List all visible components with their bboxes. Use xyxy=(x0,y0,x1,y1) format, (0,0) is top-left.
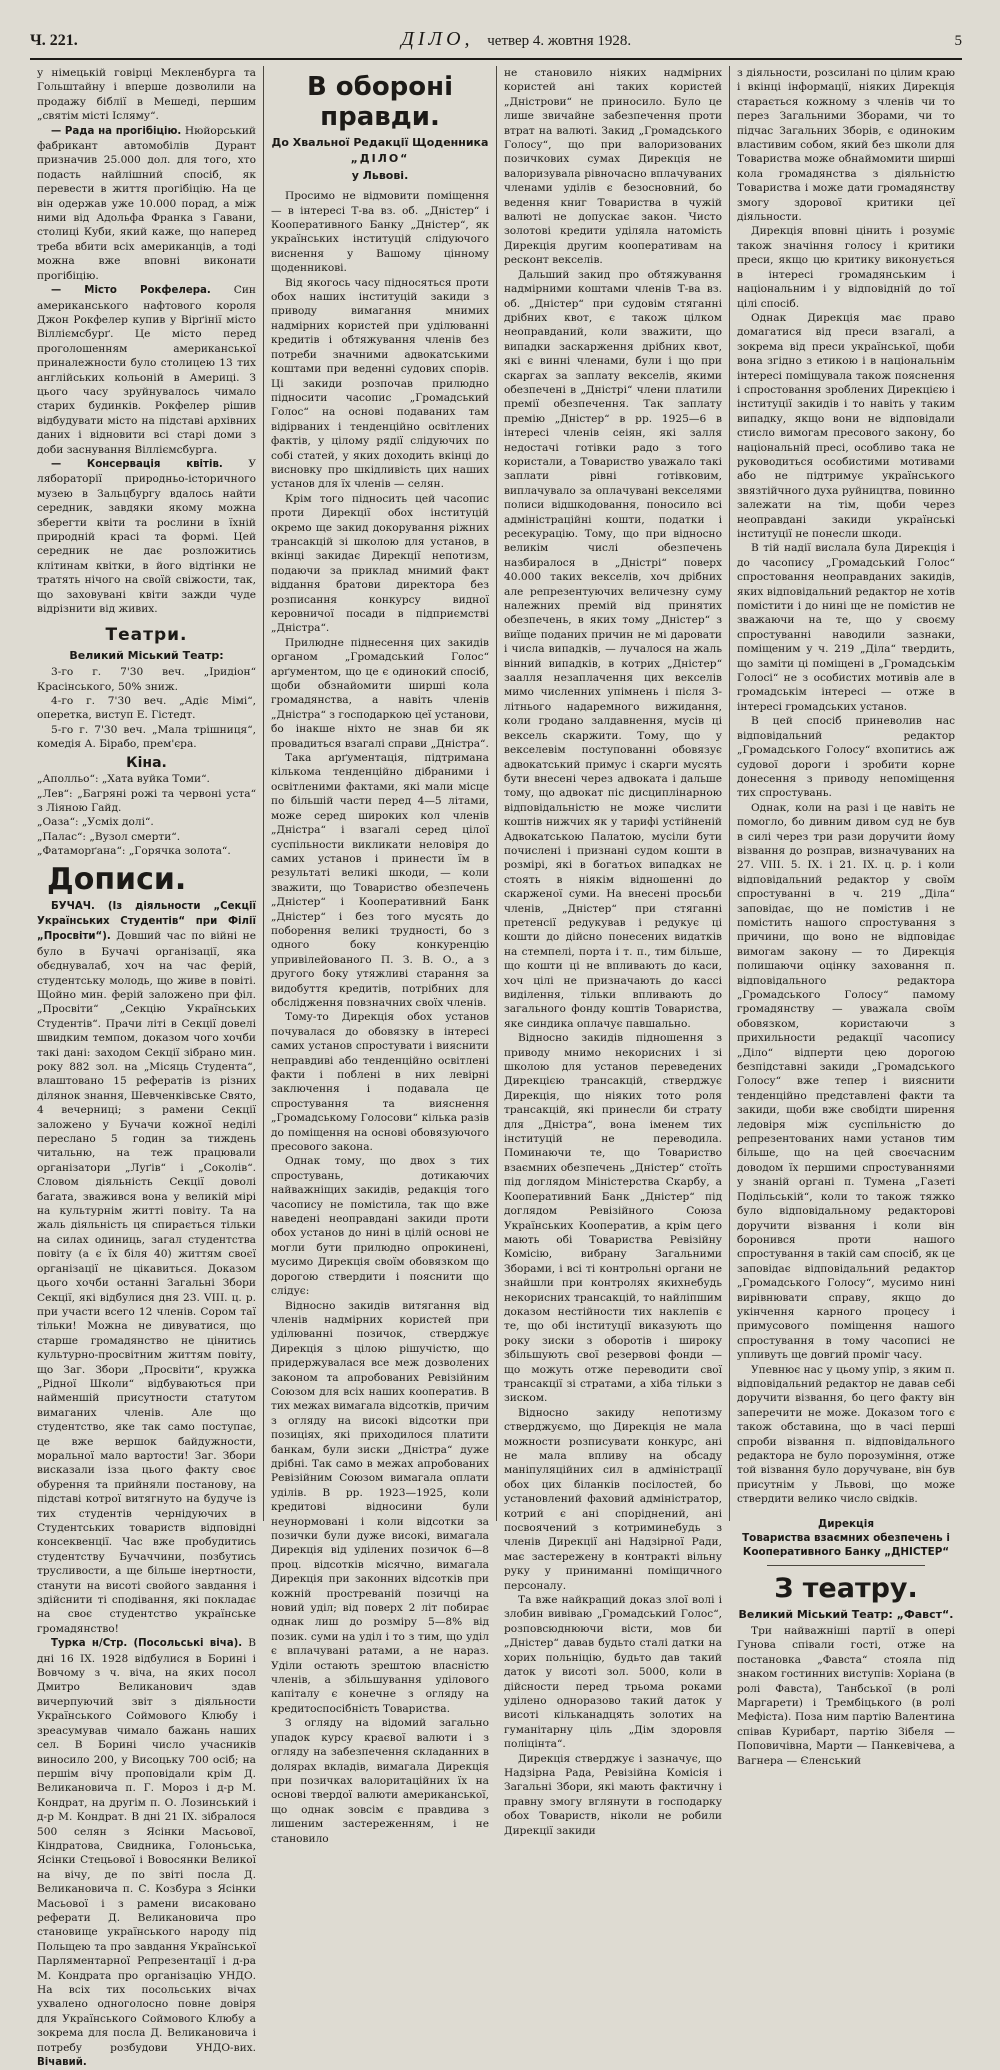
article-paragraph: Однак Дирекція має право домагатися від преси взагалі, а зокрема від преси української, щоби вона згідно з етикою і в національнім інтересі поміщувала також пояснення і спростовання зроблених Дирекцією і інституції закидів і то навіть у таким випадку, якщо вони не відповідали стисло вимогам пресового закону, бо національній пресі, особливо така не руководиться особистими мотивами або не підтримує українського звязтійчного духа руйництва, повинно залежати на тім, щоби через неоправдані закиди українські інституції не понесли шкоди. xyxy=(737,311,955,540)
masthead xyxy=(30,28,962,60)
cinema-heading: Кіна. xyxy=(126,754,167,771)
article-paragraph: Тому-то Дирекція обох установ почувалася до обовязку в інтересі самих установ спростувати і вияснити неправдиві або тенденційно освітлені факти і поблені в них левірні заключення і подавала це спростування та вияснення „Громадському Голосови“ кілька разів до поміщення на основі обовязуючого пресового закона. xyxy=(271,1011,489,1154)
article-paragraph: не становило ніяких надмірних користей ані таких користей „Дністрови“ не приносило. Було це лише звичайне забезпечення проти втрат на валюті. Закид „Громадського Голосу“, що при валоризованих позичкових сумах Дирекція не валоризувала рівночасно вплачуваних членами уділів є безосновний, бо ведення книг Товариства в чужій валюті не допускає закон. Чисто золотові кредити уділяла натомість Дирекція другим кооперативам на ресконт векселів. xyxy=(504,67,722,267)
issue-number: Ч. 221. xyxy=(30,32,78,49)
letter-heading: Турка н/Стр. (Посольські віча). xyxy=(51,1638,243,1650)
article-paragraph: з діяльности, розсилані по цілим краю і вкінці інформації, ніяких Дирекція старається кожному з членів чи то перез Загальними Зборами, чи то підчас Загальних Зборів, є одиноким властивим собом, який без школи для Товариства може обнаймомити ширші кола громадянства з діяльністю Товариства і може дати громадянству змогу здорової критики цеї діяльности. xyxy=(737,67,955,224)
newspaper-title: ДІЛО, xyxy=(401,28,474,50)
article-paragraph: В тій надії вислала була Дирекція і до часопису „Громадський Голос“ спростовання неоправданих закидів, яких відповідальний редактор не хотів помістити і до нині ще не помістив не зважаючи на те, що у своєму спростуванні наводили зазнаки, поміщеним у ч. 219 „Діла“ твердить, що заміти ці поміщені в „Громадськім Голосі“ не з особистих мотивів але в громадськім інтересі — отже в інтересі громадських установ. xyxy=(737,542,955,713)
show-listing: 3-го г. 7'30 веч. „Іридіон“ Красінського, 50% зниж. xyxy=(37,666,256,693)
article-paragraph: Така арґументація, підтримана кількома тенденційно дібраними і освітленими фактами, які мали місце по більшій части перед 4—5 літами, може серед широких кол членів „Дністра“ і взагалі серед цілої суспільности викликати неловіря до самих установ і принести їм в результаті великі шкоди, — коли зважити, що Товариство обезпечень „Дністер“ і Кооперативний Банк „Дністер“ і без того мусять до поборення великі трудності, бо з одного боку конкуренцію упривілейованого П. З. В. О., а з другого боку утяжливі старання за видобуття кредитів, потрібних для обслідження повзначних своїх членів. xyxy=(271,752,489,1009)
article-paragraph: В цей спосіб приневолив нас відповідальний редактор „Громадського Голосу“ вхопитись аж судової дороги і зробити корне донесення з приводу непоміщення тих спростувань. xyxy=(737,715,955,800)
signature-line-2: Товариства взаємних обезпечень і Кооперативного Банку „ДНІСТЕР“ xyxy=(742,1531,950,1558)
letter-signature: Вічавий. xyxy=(37,2057,87,2069)
article-paragraph: Та вже найкращий доказ злої волі і злобин вивіваю „Громадський Голос“, розповсюднюючи вісти, мов би „Дністер“ давав будьто сталі датки на хорих польніцію, будьто дав такий даток у висоті зол. 5000, коли в дійсности перед трьома роками уділено одноразово такий даток у висоті кільканадцять золотих на гуманітарну ціль „Дім здоровля поліцінта“. xyxy=(504,1594,722,1751)
news-item-prohibition xyxy=(37,124,256,283)
article-paragraph: Від якогось часу підносяться проти обох наших інституцій закиди з приводу вимагання мнимих надмірних користей при уділюванні кредитів і обтяжування членів без потреби значними адвокатськими коштами при веденні судових спорів. Ці закиди розпочав прилюдно підносити часопис „Громадський Голос“ на основі подаваних там відірваних і тенденційно освітлених фактів, у цілому рядії слідуючих по собі статей, у яких доходить вкінці до висновку про шкідливість цих наших установ для їх членів — селян. xyxy=(271,276,489,491)
cinema-listing: „Палас“: „Вузол смерти“. xyxy=(37,830,181,843)
article-address: До Хвальної Редакції Щоденника xyxy=(271,136,489,149)
article-paragraph: Відносно закидів витягання від членів надмірних користей при уділюванні позичок, стверджує Дирекція з цілою рішучістю, що придержувалася все меж дозволених законом та апробованих Ревізійним Союзом для всіх наших кооператив. В тих межах вимагала відсотків, причим з огляду на високі відсотки при позиціях, які приходилося платити банкам, були зиски „Дністра“ дуже дрібні. Так само в межах апробованих Ревізійним Союзом вимагала оплати уділів. В рр. 1923—1925, коли кредитові відносини були неунормовані і коли відсотки за позички були дуже високі, вимагала Дирекція від уділених позичок 6—8 проц. відсотків місячно, вимагала Дирекція при законних відсотків при кожній простреваній позичці на новий уділ; від поверх 2 літ побирає однак лиш до розміру 5—8% від позик. суми на уділ і то з тим, що уділ є вплачувані ратами, а не нараз. Уділи остають зрештою власністю членів, а збільшування уділового капіталу є конечне з огляду на кредитоспосібність Товариства. xyxy=(271,1299,489,1715)
columns xyxy=(30,66,962,2069)
cinema-listing: „Лев“: „Багряні рожі та червоні уста“ з Ліяною Гайд. xyxy=(37,787,256,814)
column-3 xyxy=(496,66,729,1837)
news-item-heading: — Консервація квітів. xyxy=(51,458,223,470)
cinema-listing: „Оаза“: „Усміх долі“. xyxy=(37,816,154,829)
column-1 xyxy=(30,66,263,2069)
article-paragraph: Прилюдне піднесення цих закидів органом „Громадський Голос“ арґументом, що це є одинокий спосіб, щоби обзнайомити ширші кола громадянства, а навіть членів „Дністра“ з господаркою цеї установи, бо інакше ніхто не знав би як провадиться взагалі справи „Дністра“. xyxy=(271,636,489,750)
cinema-listing: „Фатаморґана“: „Горячка золота“. xyxy=(37,845,231,858)
article-paragraph: Однак, коли на разі і це навіть не помогло, бо дивним дивом суд не був в силі через три рази доручити йому візвання до розправ, визначуваних на 27. VIII. 5. IX. і 21. IX. ц. р. і коли відповідальний редактор у своїм спростуванні в ч. 219 „Діла“ заповідає, що не помістив і не помістить нашого спростування з причини, що воно не відповідає вимогам закону — то Дирекція полишаючи оцінку заховання п. відповідального редактора „Громадського Голосу“ памому громадянству — уважала своїм обовязком, користаючи з прихильности редакції часопису „Діло“ відперти цею дорогою безпідставні закиди „Громадського Голосу“ вже тепер і вияснити тенденційно представлені факти та закиди, щоби вже свобідти ширення ледовіря між суспільністю до репрезентованих нами установ тим більше, що на цей своєчасним доводом їх першими спростуваннями у знаній органі п. Тумена „Газеті Подільській“, коли то також тяжко було відповідальному редакторові доручити візвання і коли він боронився проти нашого спростування в такій сам спосіб, як це заповідає відповідальний редактор „Громадського Голосу“, мусимо нині вирівнювати справу, якщо до укінчення карного процесу і примусового поміщення нашого спростування в тому часописі не упливуть ще довгий проміг часу. xyxy=(737,801,955,1362)
article-paragraph: Просимо не відмовити поміщення — в інтересі Т-ва вз. об. „Дністер“ і Кооперативного Банку „Дністер“, як українських інституцій слідуючого виснення у Вашому цінному щоденникові. xyxy=(271,190,489,275)
article-paragraph: Упевнює нас у цьому упір, з яким п. відповідальний редактор не давав себі доручити візвання, бо цего факту він заперечити не може. Доказом того є також обставина, що в часі перші спроби візвання п. відповідального редактора не було порозуміння, отже той візвання було доручуване, він був присутнім у Львові, що може ствердити велико число свідків. xyxy=(737,1363,955,1506)
letter-text: Довший час по війні не було в Бучачі організації, яка обєднувалаб, хоч на час ферій, студентську молодь, що живе в повіті. Щойно мин. ферій заложено при філ. „Просвіти“ „Секцію Українських Студентів“. Прачи літі в Секції довелі швидким темпом, доказом чого хочби такі дані: заходом Секції зібрано мин. року 882 зол. на „Місяць Студента“, влаштовано 15 рефератів із різних ділянок знання, Шевченківське Свято, 4 вечерниці; з рамени Секції заложено у Бучачи кожної неділі переслано 5 годин за тиждень читальню, на теж працювали організатори „Луґів“ і „Соколів“. Словом діяльність Секції доволі багата, зважився вона у великій мірі на культурнім житті повіту. Та на жаль діяльність ця спирається тільки на силах одиниць, загал студентства повіту (а є їх біля 40) життям своєї організації не цікавиться. Доказом цього хочби останні Загальні Збори Секції, які відбулися дня 23. VIII. ц. р. при участи всего 12 членів. Сором таї тільки! Можна не дивуватися, що старше громадянство не цінитись культурно-просвітним життям повіту, що Заг. Збори „Просвіти“, кружка „Рідної Школи“ відбуваються при найменшій присутности статутом вимаганих членів. Але що студентство, яке так само поступає, це вже вершок байдужности, моральної мало вартости! Заг. Збори висказали ізза цього факту своє обурення та прийняли постанову, на підставі котрої витягнуто на будуче із тих студентів чернідуючих в Студентських товариств відповідні консеквенції. Час вже пробудитись студентству Бучаччини, позбутись трусливости, а ще більше інертности, станути на висоті свойого завдання і здійснити ті сподівання, які покладає на своє студентство українське громадянство! xyxy=(37,930,256,1635)
theatre-review-title: З театру. xyxy=(774,1572,918,1604)
theatre-review-text: Три найважніші партії в опері Гунова співали гості, отже на постановка „Фавста“ стояла під знаком гостинних виступів: Хоріана (в ролі Фавста), Танбської (в ролі Маргарети) і Трембіцького (в ролі Мефіста). Поза ним партію Валентина співав Курибарт, партію Зібеля — Поповичівна, Марти — Панкевічева, а Вагнера — Єленський xyxy=(737,1625,955,1767)
page-number: 5 xyxy=(954,33,962,49)
intro-paragraph: у німецькій говірці Мекленбурга та Гольштайну і вперше дозволили на продажу біблії в Мешеді, першим „святім місті Ісляму“. xyxy=(37,67,256,123)
article-paragraph: Дирекція вповні цінить і розуміє також значіння голосу і критики преси, якщо цю критику виконується в інтересі громадянським і національним і у відповідній до тої цілі спосіб. xyxy=(737,225,955,310)
cinema-listing: „Аполльо“: „Хата вуйка Томи“. xyxy=(37,773,210,786)
news-item-text: Син американського нафтового короля Джон Рокфелер купив у Вірґінії місто Вілліємсбурґ. Це місто перед проголошенням американської приналежности було столицею 13 тих англійських кольоній в Америці. З цього часу зруйнувалось чимало старих будинків. Рокфелер рішив відбудувати місто на підставі архівних даних і відновити всі старі доми з доби заснування Вілліємсбурга. xyxy=(37,284,256,456)
column-2 xyxy=(263,66,496,1845)
show-listing: 4-го г. 7'30 веч. „Адіє Мімі“, оперетка, виступ Е. Гістедт. xyxy=(37,695,256,722)
article-paragraph: Однак тому, що двох з тих спростувань, дотикаючих найважніщих закидів, редакція того часопису не помістила, так що вже наведені неоправдані закиди проти обох установ до нині в цілій основі не могли бути прилюдно опрокинені, мусимо Дирекція своїм обовязком що дорогою ствердити і пояснити що слідує: xyxy=(271,1155,489,1298)
article-paragraph: Дальший закид про обтяжування надмірними коштами членів Т-ва вз. об. „Дністер“ при судовім стяганні дрібних квот, є також цілком неоправданий, коли зважити, що випадки заскарження дрібних квот, які є винні членами, були і що при скаргах за заплату векселів, якими обезпечені в „Дністрі“ члени платили премії обезпечення. Так заплату премію „Дністер“ в рр. 1925—6 в інтересі членів сеіян, які залля недостачі готівки радо з того користали, а Товариство уважало такі заплати рівні готівковим, виплачувало за оплачувані векселями полиси відшкодовання, поносило всі адміністраційні кошти, податки і ресекурацію. Тому, що при відносно великім числі обезпечень назбиралося в „Дністрі“ поверх 40.000 таких векселів, хоч дрібних але репрезентуючих величезну суму належних премій від принятих обезпечень, в яких тому „Дністер“ з виїще поданих причин не мі даровати і числа випадків, — лучалося на жаль вінний випадків, в котрих „Дністер“ заалля незаплачення цих векселів мимо численних упімнень і після 3-літнього надаремного вижидання, коли гродано залдавнення, мусів ці вексель скаржити. Тому, що у векселевім поступованні обовязує адвокатський примус і скарги мусять бути внесені через адвоката і дальше тому, що адвокат піс дисциплінарною відповідальністю не може числити коштів нижчих як у тарифі устійненій Адвокатською Палатою, мусіли бути почислені і признані судом кошти в розмірі, які в богатьох випадках не стоять в ніякім відношенні до скарженої суми. На внесені просьби членів, „Дністер“ при стяганні претенсії редукував і редукує ці кошти до дійсно понесених видатків на стемпелі, порта і т. п., тим більше, що кошти ці не впливають до каси, хоч цілі не призначають до кассі виділення, тільки впливають до загального фонду коштів Товариства, яке синдика оплачує павшально. xyxy=(504,268,722,1030)
article-signature xyxy=(737,1517,955,1559)
signature-line-1: Дирекція xyxy=(817,1517,874,1530)
letter-text: В дні 16 IX. 1928 відбулися в Борині і Вовчому з ч. віча, на яких посол Дмитро Великанович здав вичерпуючий звіт з діяльности Українського Соймового Клюбу і зреасумував чимало бажань наших сел. В Борині число учасників виносило 200, у Висоцьку 700 осіб; на першім вічу проповідали крім Д. Великановича п. Г. Мороз і д-р М. Кондрат, на другім п. О. Лозинський і д-р М. Кондрат. В дні 21 IX. зібралося 500 селян з Ясінки Масьової, Кіндратова, Свидника, Голоньська, Ясінки Стецьової і Вовосянки Великої на вічу, де по звіті посла Д. Великановича п. С. Козбура з Ясінки Масьової і з рамени висаковано реферати Д. Великановича про становище українського народу під Польщею та про завдання Української Парляментарної Репрезентації і д-ра М. Кондрата про організацію УНДО. На всіх тих посольських вічах ухвалено одноголосно повне довіря для Українського Соймового Клюбу а зокрема для посла Д. Великановича і потребу розбудови УНДО-вих. xyxy=(37,1637,256,2054)
article-paragraph: Відносно закиду непотизму стверджуємо, що Дирекція не мала можности розписувати конкурс, ані не мала впливу на обсаду маніпуляційних сил в адміністрації обох цих біланків посілостей, бо установлений фаховий адміністратор, котрий є ані споріднений, ані посвоячений з котриминебудь з членів Дирекції ані Надзірної Ради, має застережену в контракті вільну руку у приниманні поміщичного персоналу. xyxy=(504,1406,722,1592)
issue-date: четвер 4. жовтня 1928. xyxy=(487,33,632,49)
news-item-flowers xyxy=(37,457,256,616)
letters-heading: Дописи. xyxy=(47,861,187,897)
theatres-heading: Театри. xyxy=(105,625,188,646)
article-paragraph: Відносно закидів підношення з приводу мнимо некорисних і зі школою для установ переведених Дирекцією трансакцій, стверджує Дирекція, що ніяких тото роля трансакцій, які принесли би страту для „Дністра“, вона іменем тих інституцій не переводила. Поминаючи те, що Товариство взаємних обезпечень „Дністер“ стоїть під доглядом Міністерства Скарбу, а Кооперативний Банк „Дністер“ під доглядом Ревізійного Союза Українських Кооператив, а крім цего мають обі Товариства Ревізійну Комісію, вибрану Загальними Зборами, і всі ті контрольні органи не знайшли при контролях якихнебудь некорисних трансакцій, то найліпшим доказом нестійности тих наклепів є те, що обі інституції виказують що року зиски з оборотів і широку збільшують свої резервові фонди — що можуть отже переводити свої трансакції зі стратами, а хіба тільки з зиском. xyxy=(504,1032,722,1405)
masthead-center xyxy=(401,28,631,51)
article-title: В обороні правди. xyxy=(306,72,454,132)
article-paragraph: Крім того підносить цей часопис проти Дирекції обох інституцій окремо ще закид докорування ріжних трансакцій зі школою для установ, в вкінці закидає Дирекції непотизм, подаючи за приклад мнимий факт віддання братови директора без розписання конкурсу видної керовничої посади в підприємстві „Дністра“. xyxy=(271,492,489,635)
news-item-text: Нюйорський фабрикант автомобілів Дурант призначив 25.000 дол. для того, хто подасть найлішний спосіб, як перевести в життя прогібіцію. На це він одержав уже 10.000 порад, а між ними від Адольфа Франка з Гавани, столиці Куби, який каже, що наперед треба вбити всіх американців, а тоді можна вже вповні виконати прогібіцію. xyxy=(37,124,256,282)
news-item-text: У лябораторії природньо-історичного музею в Зальцбургу вдалось найти середник, завдяки якому можна зберегти квіти та рослини в їхній природній красі та формі. Цей середник не дає розложитись клітинам квітки, в його відтінки не тратять нічого на своїй свіжости, так, що заховувані квіти зажди чуде відрізнити від живих. xyxy=(37,457,256,616)
article-paragraph: З огляду на відомий загально упадок курсу краєвої валюти і з огляду на забезпечення складанних в долярах вкладів, вимагала Дирекція при позичках валоритаційних їх на основі твердої валюти американської, що однак зовсім є правдива з лишеним застереженням, і не становило xyxy=(271,1717,489,1845)
section-divider xyxy=(767,1565,925,1566)
letter-buchach xyxy=(37,899,256,1637)
news-item-heading: — Рада на прогібіцію. xyxy=(51,125,182,137)
news-item-heading: — Місто Рокфелера. xyxy=(51,285,211,297)
show-listing: 5-го г. 7'30 веч. „Мала трішниця“, комедія А. Бірабо, прем'єра. xyxy=(37,723,256,751)
article-address-city: у Львові. xyxy=(351,168,409,182)
article-paragraph: Дирекція стверджує і зазначує, що Надзірна Рада, Ревізійна Комісія і Загальні Збори, які мають фактичну і правну змогу вглянути в господарку обох Товариств, ніколи не робили Дирекції закиди xyxy=(504,1752,722,1837)
letter-turka xyxy=(37,1636,256,2070)
letter-heading: БУЧАЧ. (Із діяльности „Секції Українських Студентів“ при Філії „Просвіти“). xyxy=(37,900,256,943)
news-item-rockefeller xyxy=(37,283,256,457)
theatre-review-subtitle: Великий Міський Театр: „Фавст“. xyxy=(738,1607,954,1621)
column-4 xyxy=(729,66,962,1767)
article-address-paper: „ДІЛО“ xyxy=(350,152,410,166)
big-theatre-heading: Великий Міський Театр: xyxy=(69,648,224,662)
